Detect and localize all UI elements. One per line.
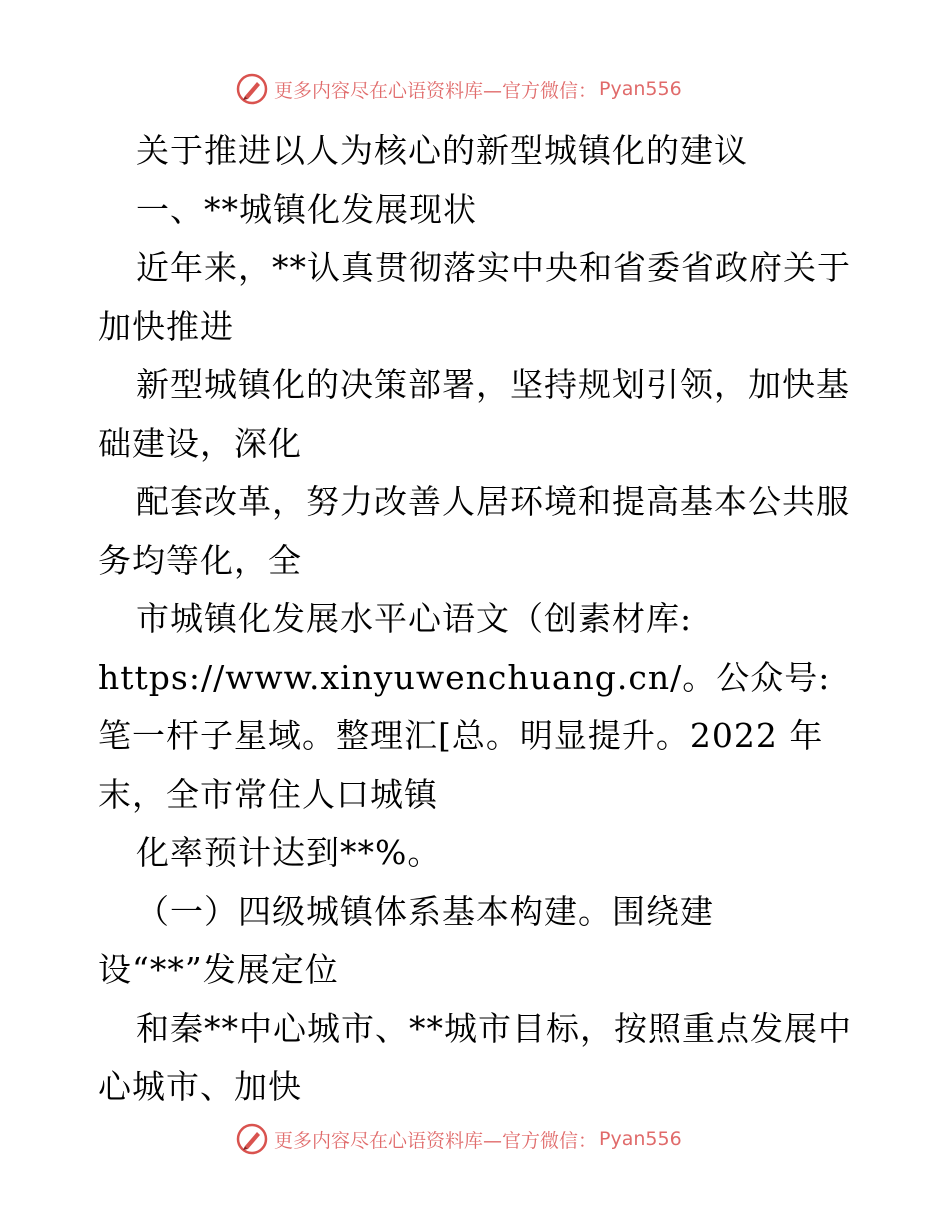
watermark-id: Pyan556 (599, 1128, 682, 1150)
subsection-heading: （一）四级城镇体系基本构建。围绕建 (136, 891, 714, 931)
watermark-text: 更多内容尽在心语资料库—官方微信： (274, 1129, 598, 1152)
watermark-id: Pyan556 (599, 78, 682, 100)
paragraph: 近年来，**认真贯彻落实中央和省委省政府关于加快推进 (98, 248, 851, 346)
paragraph: 新型城镇化的决策部署，坚持规划引领，加快基础建设，深化 (98, 365, 850, 463)
footer-watermark (236, 1122, 736, 1156)
paragraph: 配套改革，努力改善人居环境和提高基本公共服务均等化，全 (98, 482, 850, 580)
watermark-text: 更多内容尽在心语资料库—官方微信： (274, 79, 598, 102)
paragraph: https://www.xinyuwenchuang.cn/。公众号: 笔一杆子星域。整理汇[总。明显提升。2022 年末，全市常住人口城镇 (98, 657, 842, 814)
section-heading: 一、**城镇化发展现状 (136, 189, 477, 229)
pen-logo-icon (236, 1123, 268, 1155)
paragraph: 设“**”发展定位 (98, 950, 339, 989)
paragraph: 市城镇化发展水平心语文（创素材库: (136, 599, 693, 638)
document-body (98, 122, 858, 1117)
document-title: 关于推进以人为核心的新型城镇化的建议 (136, 131, 748, 170)
paragraph: 和秦**中心城市、**城市目标，按照重点发展中心城市、加快 (98, 1008, 852, 1106)
pen-logo-icon (236, 73, 268, 105)
paragraph: 化率预计达到**%。 (136, 833, 442, 872)
header-watermark (236, 72, 736, 106)
